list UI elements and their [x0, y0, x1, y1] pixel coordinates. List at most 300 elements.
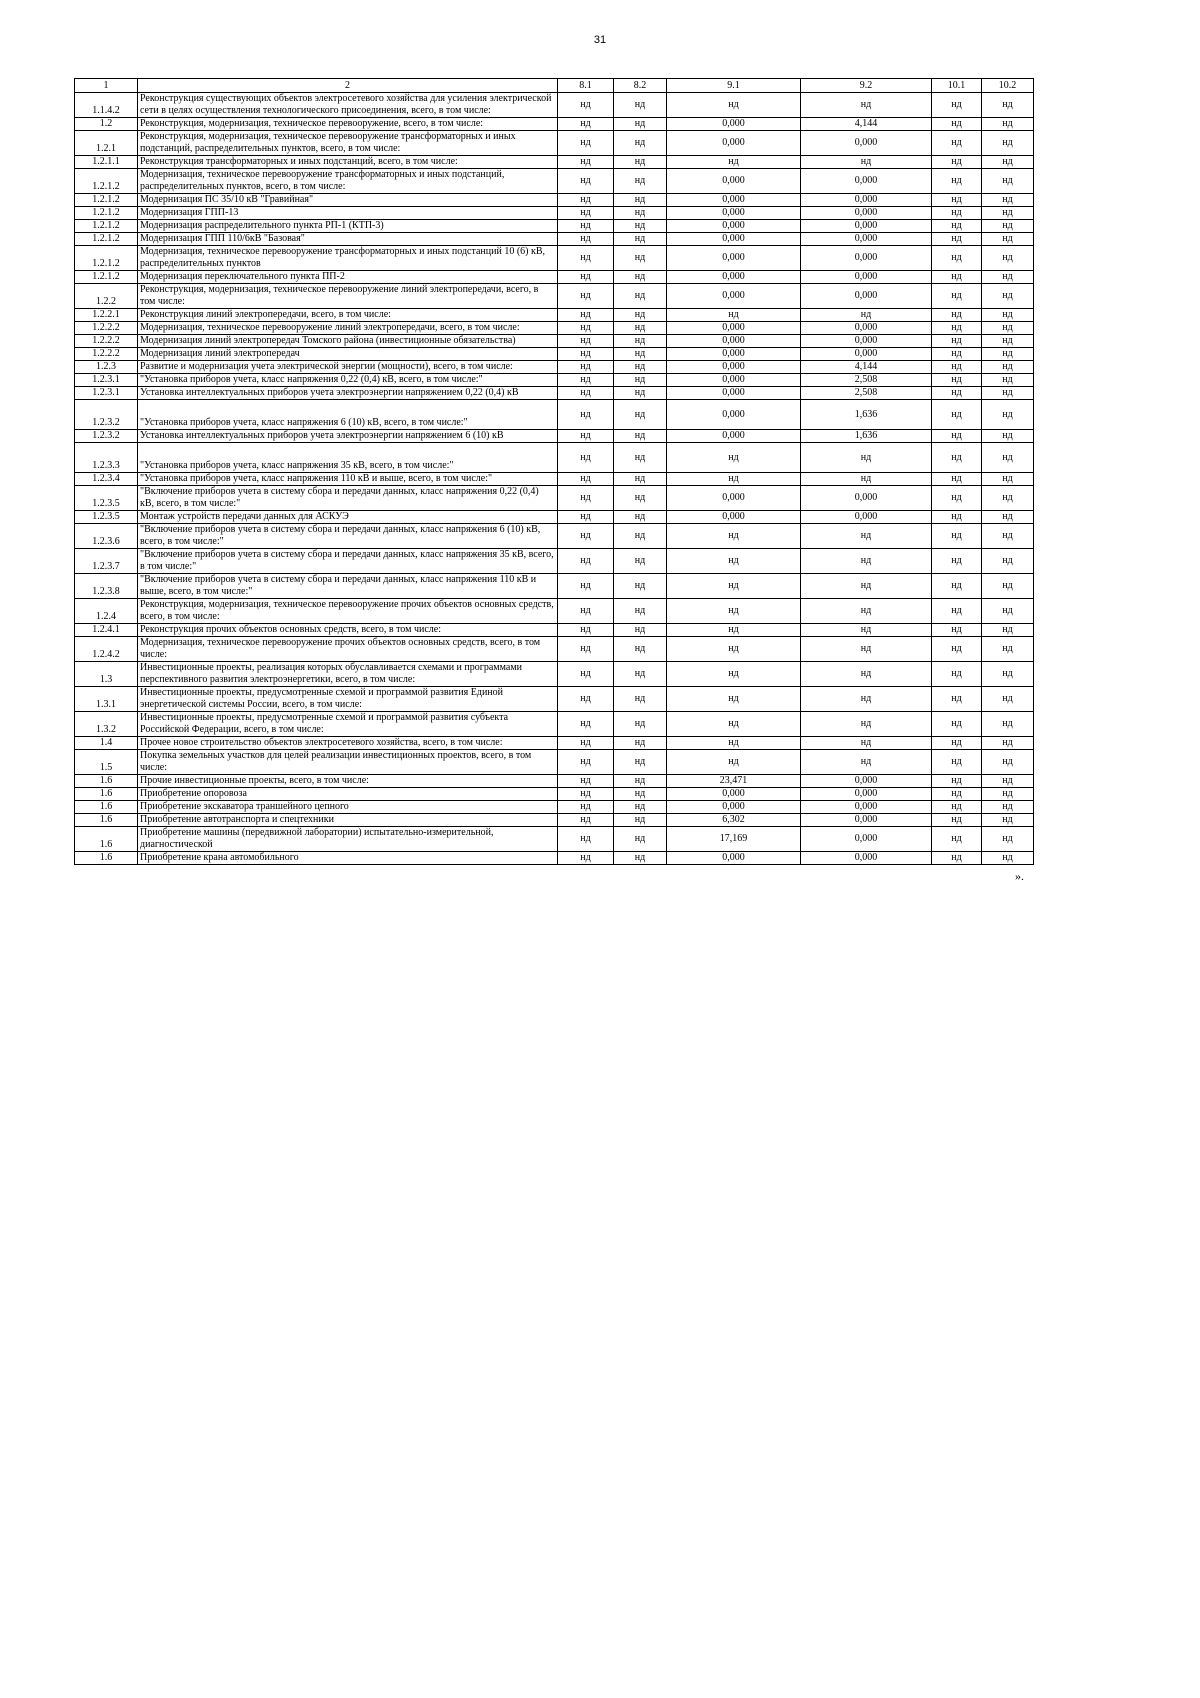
row-value: нд: [558, 284, 614, 309]
row-number: 1.2.3.7: [75, 549, 138, 574]
row-value: нд: [982, 750, 1034, 775]
row-value: нд: [614, 511, 667, 524]
row-value: нд: [614, 814, 667, 827]
row-value: нд: [982, 207, 1034, 220]
row-number: 1.2.3.2: [75, 400, 138, 430]
row-value: нд: [932, 624, 982, 637]
row-value: нд: [614, 443, 667, 473]
row-value: нд: [932, 827, 982, 852]
row-number: 1.6: [75, 814, 138, 827]
row-value: нд: [614, 852, 667, 865]
row-number: 1.5: [75, 750, 138, 775]
row-value: нд: [558, 207, 614, 220]
row-name: Модернизация, техническое перевооружение линий электропередачи, всего, в том числе:: [138, 322, 558, 335]
row-value: 0,000: [667, 233, 801, 246]
table-row: [75, 156, 1034, 169]
row-value: нд: [558, 430, 614, 443]
column-header: 9.2: [801, 79, 932, 93]
row-value: 4,144: [801, 118, 932, 131]
row-value: нд: [982, 284, 1034, 309]
row-number: 1.2.1.2: [75, 246, 138, 271]
row-value: нд: [982, 549, 1034, 574]
row-value: нд: [558, 737, 614, 750]
row-value: нд: [667, 662, 801, 687]
row-value: нд: [982, 712, 1034, 737]
row-value: нд: [614, 574, 667, 599]
row-number: 1.2.4: [75, 599, 138, 624]
row-value: нд: [558, 687, 614, 712]
table-row: [75, 220, 1034, 233]
row-value: нд: [982, 637, 1034, 662]
row-name: Приобретение опоровоза: [138, 788, 558, 801]
closing-mark: ».: [1015, 869, 1024, 883]
table-row: [75, 788, 1034, 801]
row-value: нд: [558, 852, 614, 865]
row-value: нд: [558, 322, 614, 335]
table-row: [75, 750, 1034, 775]
row-value: нд: [932, 322, 982, 335]
row-name: "Установка приборов учета, класс напряжения 6 (10) кВ, всего, в том числе:": [138, 400, 558, 430]
row-value: нд: [558, 624, 614, 637]
row-name: Развитие и модернизация учета электрической энергии (мощности), всего, в том числе:: [138, 361, 558, 374]
row-name: Реконструкция, модернизация, техническое перевооружение линий электропередачи, всего, в том числе:: [138, 284, 558, 309]
row-value: нд: [801, 637, 932, 662]
investment-table: [74, 78, 1034, 865]
table-row: [75, 322, 1034, 335]
row-value: нд: [932, 814, 982, 827]
row-value: 0,000: [667, 511, 801, 524]
row-value: нд: [932, 549, 982, 574]
row-value: нд: [667, 473, 801, 486]
row-number: 1.3.1: [75, 687, 138, 712]
row-value: нд: [614, 322, 667, 335]
row-value: 0,000: [801, 233, 932, 246]
row-value: нд: [932, 284, 982, 309]
column-header: 9.1: [667, 79, 801, 93]
page-number: 31: [593, 34, 607, 46]
table-row: [75, 348, 1034, 361]
row-name: Модернизация линий электропередач Томского района (инвестиционные обязательства): [138, 335, 558, 348]
table-row: [75, 524, 1034, 549]
row-value: нд: [614, 712, 667, 737]
row-value: нд: [667, 712, 801, 737]
row-value: 0,000: [667, 118, 801, 131]
row-value: нд: [932, 194, 982, 207]
row-value: нд: [982, 775, 1034, 788]
row-number: 1.2.3.3: [75, 443, 138, 473]
row-value: 2,508: [801, 387, 932, 400]
table-row: [75, 852, 1034, 865]
row-value: нд: [667, 737, 801, 750]
row-value: нд: [614, 430, 667, 443]
row-value: нд: [982, 387, 1034, 400]
row-name: "Включение приборов учета в систему сбора и передачи данных, класс напряжения 110 кВ и выше, всего, в том числе:": [138, 574, 558, 599]
row-value: 0,000: [801, 169, 932, 194]
row-value: нд: [982, 246, 1034, 271]
row-number: 1.2.3.8: [75, 574, 138, 599]
row-value: нд: [558, 637, 614, 662]
row-value: нд: [982, 118, 1034, 131]
row-value: нд: [614, 131, 667, 156]
row-value: 0,000: [667, 271, 801, 284]
row-value: 0,000: [667, 348, 801, 361]
row-value: нд: [614, 827, 667, 852]
row-number: 1.2.1.2: [75, 220, 138, 233]
row-value: нд: [614, 309, 667, 322]
table-row: [75, 599, 1034, 624]
row-name: Модернизация, техническое перевооружение трансформаторных и иных подстанций, распределительных пунктов, всего, в том числе:: [138, 169, 558, 194]
table-row: [75, 443, 1034, 473]
table-row: [75, 637, 1034, 662]
row-value: нд: [558, 233, 614, 246]
row-number: 1.2.3.4: [75, 473, 138, 486]
table-row: [75, 194, 1034, 207]
row-value: нд: [558, 271, 614, 284]
row-value: нд: [982, 511, 1034, 524]
row-value: нд: [982, 524, 1034, 549]
column-header: 10.2: [982, 79, 1034, 93]
row-name: Установка интеллектуальных приборов учета электроэнергии напряжением 0,22 (0,4) кВ: [138, 387, 558, 400]
row-value: 0,000: [801, 194, 932, 207]
row-value: нд: [667, 599, 801, 624]
row-value: нд: [558, 400, 614, 430]
table-row: [75, 473, 1034, 486]
row-value: 0,000: [801, 801, 932, 814]
row-value: 0,000: [801, 814, 932, 827]
row-value: 0,000: [667, 788, 801, 801]
row-number: 1.6: [75, 801, 138, 814]
row-value: 1,636: [801, 430, 932, 443]
row-name: Прочее новое строительство объектов электросетевого хозяйства, всего, в том числе:: [138, 737, 558, 750]
row-value: нд: [667, 624, 801, 637]
row-number: 1.2.2.2: [75, 322, 138, 335]
row-value: нд: [614, 348, 667, 361]
row-value: нд: [932, 271, 982, 284]
row-value: нд: [932, 788, 982, 801]
row-value: нд: [982, 687, 1034, 712]
row-value: 0,000: [667, 169, 801, 194]
row-value: нд: [614, 335, 667, 348]
row-number: 1.6: [75, 775, 138, 788]
row-value: 0,000: [667, 131, 801, 156]
table-row: [75, 271, 1034, 284]
row-value: нд: [558, 788, 614, 801]
row-name: "Включение приборов учета в систему сбора и передачи данных, класс напряжения 0,22 (0,4) кВ, всего, в том числе:": [138, 486, 558, 511]
row-value: 0,000: [667, 852, 801, 865]
row-value: 0,000: [667, 361, 801, 374]
row-value: нд: [932, 574, 982, 599]
row-value: нд: [614, 400, 667, 430]
row-value: нд: [982, 233, 1034, 246]
row-number: 1.2.1.2: [75, 271, 138, 284]
row-number: 1.2.2.2: [75, 335, 138, 348]
row-value: нд: [614, 271, 667, 284]
row-value: нд: [558, 361, 614, 374]
row-value: нд: [558, 93, 614, 118]
row-value: нд: [982, 348, 1034, 361]
table-row: [75, 549, 1034, 574]
row-value: 0,000: [801, 284, 932, 309]
row-number: 1.2.1.2: [75, 207, 138, 220]
row-value: нд: [558, 750, 614, 775]
table-row: [75, 687, 1034, 712]
table-row: [75, 233, 1034, 246]
row-name: Приобретение экскаватора траншейного цепного: [138, 801, 558, 814]
row-value: 0,000: [667, 486, 801, 511]
row-value: нд: [558, 309, 614, 322]
row-value: нд: [982, 400, 1034, 430]
row-number: 1.2.1: [75, 131, 138, 156]
row-value: нд: [932, 511, 982, 524]
row-value: нд: [667, 524, 801, 549]
row-value: нд: [614, 788, 667, 801]
row-value: 0,000: [801, 788, 932, 801]
row-value: нд: [614, 662, 667, 687]
table-row: [75, 486, 1034, 511]
table-row: [75, 662, 1034, 687]
row-value: 0,000: [801, 207, 932, 220]
row-value: нд: [614, 637, 667, 662]
table-row: [75, 737, 1034, 750]
table-row: [75, 624, 1034, 637]
row-number: 1.2: [75, 118, 138, 131]
row-value: нд: [801, 687, 932, 712]
row-number: 1.2.4.2: [75, 637, 138, 662]
row-value: 0,000: [801, 220, 932, 233]
row-value: нд: [932, 662, 982, 687]
row-value: 0,000: [667, 430, 801, 443]
row-value: 0,000: [801, 322, 932, 335]
row-number: 1.2.3: [75, 361, 138, 374]
row-value: нд: [558, 486, 614, 511]
row-value: нд: [558, 511, 614, 524]
row-value: 0,000: [667, 194, 801, 207]
row-value: нд: [801, 624, 932, 637]
column-header: 2: [138, 79, 558, 93]
column-header: 8.1: [558, 79, 614, 93]
row-value: нд: [982, 852, 1034, 865]
row-value: нд: [667, 637, 801, 662]
table-row: [75, 574, 1034, 599]
row-value: нд: [932, 852, 982, 865]
row-value: нд: [932, 233, 982, 246]
row-value: 0,000: [801, 348, 932, 361]
row-name: Инвестиционные проекты, предусмотренные схемой и программой развития субъекта Российской Федерации, всего, в том числе:: [138, 712, 558, 737]
row-value: нд: [932, 443, 982, 473]
row-value: 0,000: [667, 220, 801, 233]
row-value: нд: [801, 574, 932, 599]
row-value: нд: [982, 624, 1034, 637]
row-value: нд: [801, 549, 932, 574]
row-value: нд: [614, 93, 667, 118]
row-value: нд: [932, 637, 982, 662]
table-row: [75, 801, 1034, 814]
row-number: 1.2.1.1: [75, 156, 138, 169]
row-value: нд: [614, 549, 667, 574]
row-value: нд: [982, 430, 1034, 443]
row-value: нд: [982, 156, 1034, 169]
row-value: нд: [667, 156, 801, 169]
row-value: 0,000: [667, 246, 801, 271]
row-value: нд: [982, 361, 1034, 374]
table-row: [75, 374, 1034, 387]
row-value: нд: [558, 524, 614, 549]
row-name: Инвестиционные проекты, предусмотренные схемой и программой развития Единой энергетической системы России, всего, в том числе:: [138, 687, 558, 712]
table-row: [75, 93, 1034, 118]
table-row: [75, 118, 1034, 131]
row-value: нд: [614, 750, 667, 775]
row-number: 1.2.1.2: [75, 169, 138, 194]
row-name: Модернизация ПС 35/10 кВ "Гравийная": [138, 194, 558, 207]
row-name: Приобретение автотранспорта и спецтехники: [138, 814, 558, 827]
row-name: Реконструкция, модернизация, техническое перевооружение, всего, в том числе:: [138, 118, 558, 131]
row-value: нд: [558, 220, 614, 233]
row-value: нд: [982, 662, 1034, 687]
table-row: [75, 335, 1034, 348]
table-row: [75, 284, 1034, 309]
row-name: "Включение приборов учета в систему сбора и передачи данных, класс напряжения 35 кВ, всего, в том числе:": [138, 549, 558, 574]
row-value: нд: [932, 131, 982, 156]
row-value: 1,636: [801, 400, 932, 430]
row-value: нд: [801, 93, 932, 118]
row-value: нд: [558, 443, 614, 473]
row-value: нд: [801, 443, 932, 473]
row-value: нд: [982, 169, 1034, 194]
row-value: нд: [614, 624, 667, 637]
column-header: 1: [75, 79, 138, 93]
row-value: нд: [932, 687, 982, 712]
row-name: "Включение приборов учета в систему сбора и передачи данных, класс напряжения 6 (10) кВ, всего, в том числе:": [138, 524, 558, 549]
table-row: [75, 207, 1034, 220]
row-value: нд: [667, 687, 801, 712]
row-name: Модернизация переключательного пункта ПП-2: [138, 271, 558, 284]
row-value: нд: [558, 827, 614, 852]
row-value: нд: [558, 348, 614, 361]
row-value: нд: [982, 194, 1034, 207]
row-number: 1.2.3.1: [75, 387, 138, 400]
row-value: нд: [982, 801, 1034, 814]
table-row: [75, 775, 1034, 788]
row-value: нд: [558, 131, 614, 156]
row-value: нд: [558, 473, 614, 486]
row-value: нд: [982, 486, 1034, 511]
row-value: нд: [614, 246, 667, 271]
row-number: 1.2.3.2: [75, 430, 138, 443]
row-value: нд: [932, 118, 982, 131]
row-value: 0,000: [801, 486, 932, 511]
row-value: нд: [614, 207, 667, 220]
row-value: нд: [801, 524, 932, 549]
row-value: нд: [614, 801, 667, 814]
row-value: 0,000: [667, 400, 801, 430]
row-name: Покупка земельных участков для целей реализации инвестиционных проектов, всего, в том числе:: [138, 750, 558, 775]
row-value: 0,000: [801, 775, 932, 788]
row-name: Модернизация линий электропередач: [138, 348, 558, 361]
row-value: нд: [932, 400, 982, 430]
row-value: 0,000: [667, 374, 801, 387]
row-value: нд: [614, 687, 667, 712]
row-value: нд: [982, 335, 1034, 348]
row-value: 0,000: [667, 387, 801, 400]
row-value: нд: [982, 814, 1034, 827]
row-value: нд: [614, 599, 667, 624]
row-name: Инвестиционные проекты, реализация которых обуславливается схемами и программами перспективного развития электроэнергетики, всего, в том числе:: [138, 662, 558, 687]
column-header: 8.2: [614, 79, 667, 93]
table-row: [75, 712, 1034, 737]
row-value: нд: [614, 118, 667, 131]
row-number: 1.2.2.1: [75, 309, 138, 322]
row-value: нд: [558, 156, 614, 169]
row-value: нд: [558, 662, 614, 687]
row-value: 6,302: [667, 814, 801, 827]
row-value: нд: [982, 473, 1034, 486]
row-number: 1.2.2: [75, 284, 138, 309]
table-row: [75, 131, 1034, 156]
row-value: нд: [982, 737, 1034, 750]
row-number: 1.6: [75, 788, 138, 801]
row-name: Реконструкция линий электропередачи, всего, в том числе:: [138, 309, 558, 322]
row-number: 1.2.2.2: [75, 348, 138, 361]
row-name: Реконструкция, модернизация, техническое перевооружение прочих объектов основных средств, всего, в том числе:: [138, 599, 558, 624]
table-row: [75, 400, 1034, 430]
row-name: "Установка приборов учета, класс напряжения 110 кВ и выше, всего, в том числе:": [138, 473, 558, 486]
row-value: нд: [614, 156, 667, 169]
row-value: нд: [801, 156, 932, 169]
column-header: 10.1: [932, 79, 982, 93]
row-value: нд: [982, 599, 1034, 624]
row-value: нд: [982, 827, 1034, 852]
row-value: нд: [801, 309, 932, 322]
row-value: нд: [614, 387, 667, 400]
row-value: 0,000: [667, 335, 801, 348]
row-value: 0,000: [801, 335, 932, 348]
row-value: нд: [558, 814, 614, 827]
row-number: 1.2.3.5: [75, 511, 138, 524]
row-number: 1.3: [75, 662, 138, 687]
row-value: нд: [558, 169, 614, 194]
row-value: нд: [932, 486, 982, 511]
table-row: [75, 814, 1034, 827]
row-value: нд: [558, 374, 614, 387]
row-number: 1.2.4.1: [75, 624, 138, 637]
row-number: 1.2.3.1: [75, 374, 138, 387]
row-value: нд: [982, 220, 1034, 233]
row-number: 1.4: [75, 737, 138, 750]
table-header-row: [75, 79, 1034, 93]
row-value: нд: [614, 737, 667, 750]
row-value: нд: [667, 574, 801, 599]
row-number: 1.6: [75, 827, 138, 852]
row-name: Приобретение машины (передвижной лаборатории) испытательно-измерительной, диагностической: [138, 827, 558, 852]
row-value: нд: [614, 194, 667, 207]
row-number: 1.6: [75, 852, 138, 865]
row-value: нд: [932, 246, 982, 271]
row-value: нд: [614, 169, 667, 194]
row-value: нд: [982, 93, 1034, 118]
row-value: нд: [614, 486, 667, 511]
row-value: нд: [982, 271, 1034, 284]
row-name: Модернизация ГПП-13: [138, 207, 558, 220]
row-value: 2,508: [801, 374, 932, 387]
row-value: нд: [932, 430, 982, 443]
row-value: нд: [932, 156, 982, 169]
row-value: нд: [982, 443, 1034, 473]
row-value: нд: [982, 788, 1034, 801]
row-name: Монтаж устройств передачи данных для АСКУЭ: [138, 511, 558, 524]
row-name: "Установка приборов учета, класс напряжения 35 кВ, всего, в том числе:": [138, 443, 558, 473]
row-value: нд: [614, 361, 667, 374]
row-value: 0,000: [801, 852, 932, 865]
